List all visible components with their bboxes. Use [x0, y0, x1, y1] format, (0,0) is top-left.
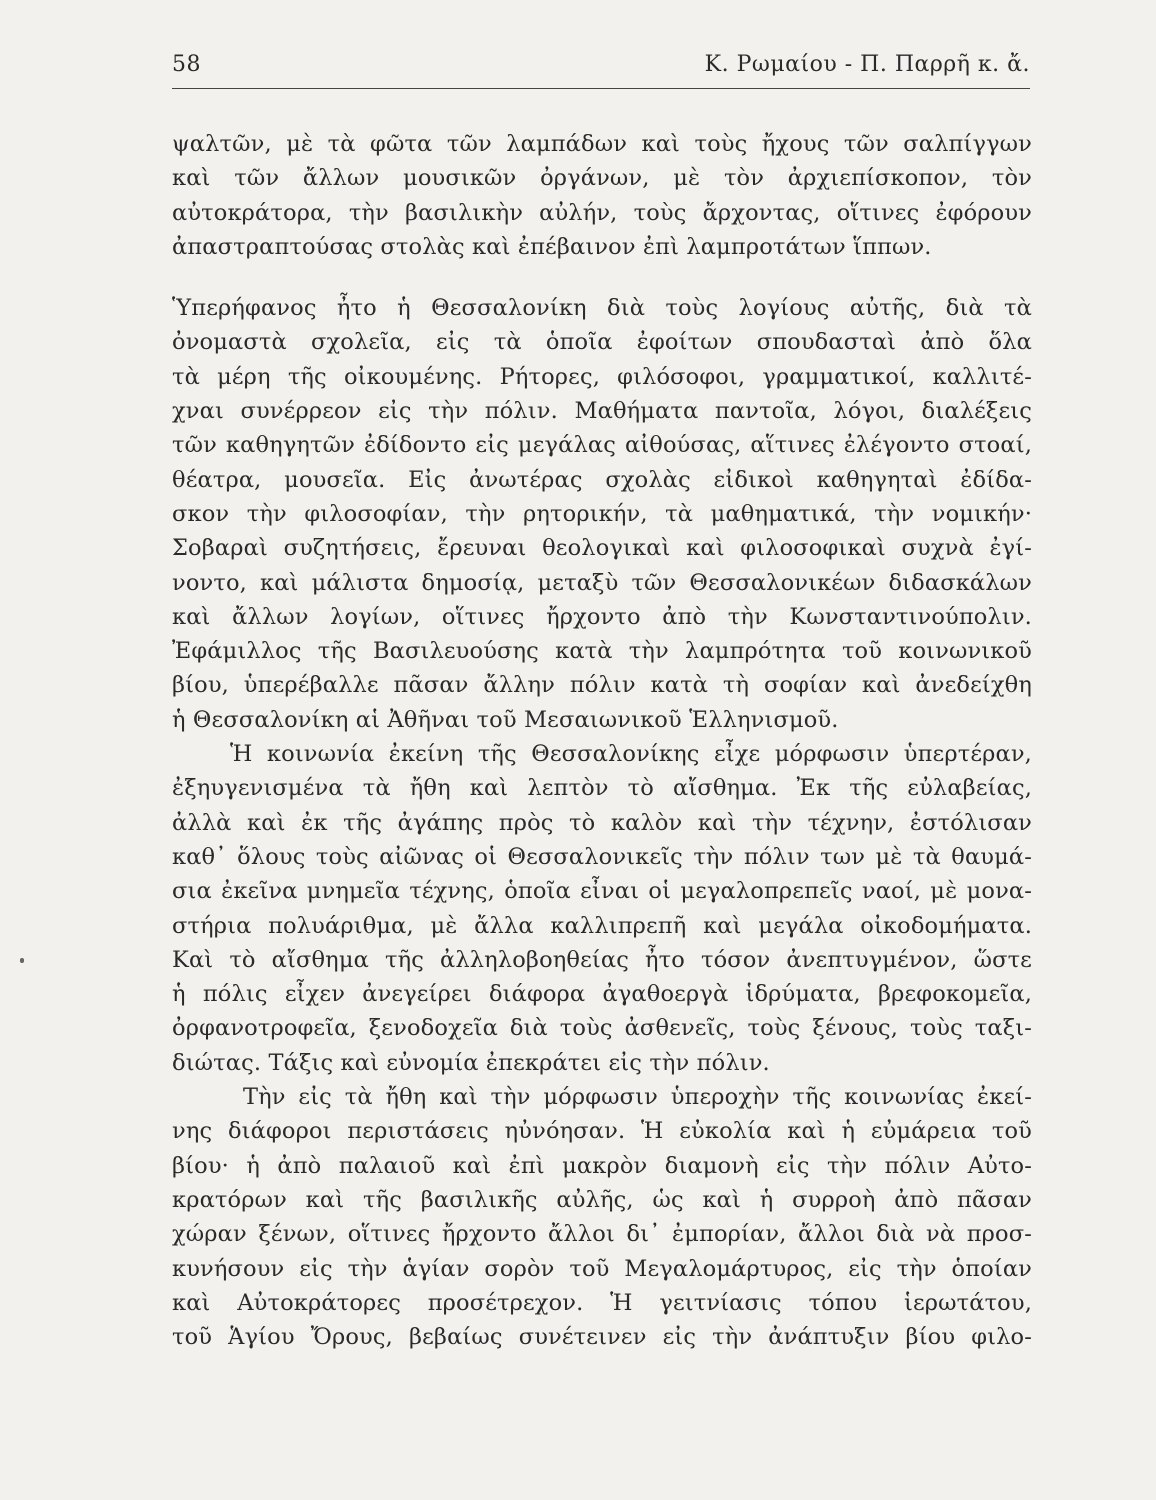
text-line: χώραν ξένων, οἵτινες ἤρχοντο ἄλλοι δι᾽ ἐμπορίαν, ἄλλοι διὰ νὰ προσ- — [172, 1221, 1032, 1248]
page-header — [172, 52, 1030, 92]
text-line: Ὑπερήφανος ἦτο ἡ Θεσσαλονίκη διὰ τοὺς λογίους αὐτῆς, διὰ τὰ — [172, 295, 1032, 322]
text-line: ἐξηυγενισμένα τὰ ἤθη καὶ λεπτὸν τὸ αἴσθημα. Ἐκ τῆς εὐλαβείας, — [172, 775, 1032, 802]
text-line: καθ᾽ ὅλους τοὺς αἰῶνας οἱ Θεσσαλονικεῖς τὴν πόλιν των μὲ τὰ θαυμά- — [172, 843, 1032, 870]
text-line: αὐτοκράτορα, τὴν βασιλικὴν αὐλήν, τοὺς ἄρχοντας, οἵτινες ἐφόρουν — [172, 199, 1032, 226]
text-line: καὶ Αὐτοκράτορες προσέτρεχον. Ἡ γειτνίασις τόπου ἱερωτάτου, — [172, 1289, 1032, 1316]
text-line: ὀρφανοτροφεῖα, ξενοδοχεῖα διὰ τοὺς ἀσθενεῖς, τοὺς ξένους, τοὺς ταξι- — [172, 1015, 1032, 1042]
text-line: τῶν καθηγητῶν ἐδίδοντο εἰς μεγάλας αἰθούσας, αἵτινες ἐλέγοντο στοαί, — [172, 432, 1032, 459]
paragraph-1 — [172, 127, 1032, 264]
running-head: Κ. Ρωμαίου - Π. Παρρῆ κ. ἄ. — [704, 52, 1030, 77]
text-line: χναι συνέρρεον εἰς τὴν πόλιν. Μαθήματα παντοῖα, λόγοι, διαλέξεις — [172, 398, 1032, 425]
text-line: βίου· ἡ ἀπὸ παλαιοῦ καὶ ἐπὶ μακρὸν διαμονὴ εἰς τὴν πόλιν Αὐτο- — [172, 1152, 1032, 1179]
text-line: ἀλλὰ καὶ ἐκ τῆς ἀγάπης πρὸς τὸ καλὸν καὶ τὴν τέχνην, ἐστόλισαν — [172, 809, 1032, 836]
text-line: τὰ μέρη τῆς οἰκουμένης. Ρήτορες, φιλόσοφοι, γραμματικοί, καλλιτέ- — [172, 363, 1032, 390]
text-line: κρατόρων καὶ τῆς βασιλικῆς αὐλῆς, ὡς καὶ ἡ συρροὴ ἀπὸ πᾶσαν — [172, 1186, 1032, 1213]
text-line: βίου, ὑπερέβαλλε πᾶσαν ἄλλην πόλιν κατὰ τὴ σοφίαν καὶ ἀνεδείχθη — [172, 672, 1032, 699]
body-text — [172, 127, 1032, 1354]
page-number: 58 — [172, 52, 201, 77]
paragraph-4 — [172, 1080, 1032, 1354]
text-line: θέατρα, μουσεῖα. Εἰς ἀνωτέρας σχολὰς εἰδικοὶ καθηγηταὶ ἐδίδα- — [172, 466, 1032, 493]
text-line: ἡ πόλις εἶχεν ἀνεγείρει διάφορα ἀγαθοεργὰ ἱδρύματα, βρεφοκομεῖα, — [172, 981, 1032, 1008]
text-line: καὶ τῶν ἄλλων μουσικῶν ὀργάνων, μὲ τὸν ἀρχιεπίσκοπον, τὸν — [172, 165, 1032, 192]
paragraph-3 — [172, 737, 1032, 1080]
text-line: Ἐφάμιλλος τῆς Βασιλευούσης κατὰ τὴν λαμπρότητα τοῦ κοινωνικοῦ — [172, 638, 1032, 665]
text-line: Ἡ κοινωνία ἐκείνη τῆς Θεσσαλονίκης εἶχε μόρφωσιν ὑπερτέραν, — [230, 741, 1032, 768]
text-line: σκον τὴν φιλοσοφίαν, τὴν ρητορικήν, τὰ μαθηματικά, τὴν νομικήν· — [172, 500, 1032, 527]
text-line: ὀνομαστὰ σχολεῖα, εἰς τὰ ὁποῖα ἐφοίτων σπουδασταὶ ἀπὸ ὅλα — [172, 329, 1032, 356]
text-line: ἀπαστραπτούσας στολὰς καὶ ἐπέβαινον ἐπὶ λαμπροτάτων ἵππων. — [172, 233, 932, 260]
header-rule — [172, 88, 1030, 89]
paragraph-gap — [172, 264, 1032, 291]
paragraph-2 — [172, 291, 1032, 737]
text-line: τοῦ Ἁγίου Ὄρους, βεβαίως συνέτεινεν εἰς τὴν ἀνάπτυξιν βίου φιλο- — [172, 1324, 1032, 1351]
text-line: κυνήσουν εἰς τὴν ἁγίαν σορὸν τοῦ Μεγαλομάρτυρος, εἰς τὴν ὁποίαν — [172, 1255, 1032, 1282]
text-line: Τὴν εἰς τὰ ἤθη καὶ τὴν μόρφωσιν ὑπεροχὴν τῆς κοινωνίας ἐκεί- — [243, 1084, 1032, 1111]
text-line: νοντο, καὶ μάλιστα δημοσίᾳ, μεταξὺ τῶν Θεσσαλονικέων διδασκάλων — [172, 569, 1032, 596]
text-line: Καὶ τὸ αἴσθημα τῆς ἀλληλοβοηθείας ἦτο τόσον ἀνεπτυγμένον, ὥστε — [172, 946, 1032, 973]
margin-mark — [20, 958, 24, 963]
text-line: στήρια πολυάριθμα, μὲ ἄλλα καλλιπρεπῆ καὶ μεγάλα οἰκοδομήματα. — [172, 912, 1032, 939]
text-line: ψαλτῶν, μὲ τὰ φῶτα τῶν λαμπάδων καὶ τοὺς ἤχους τῶν σαλπίγγων — [172, 131, 1032, 157]
text-line: ἡ Θεσσαλονίκη αἱ Ἀθῆναι τοῦ Μεσαιωνικοῦ Ἑλληνισμοῦ. — [172, 706, 839, 733]
text-line: σια ἐκεῖνα μνημεῖα τέχνης, ὁποῖα εἶναι οἱ μεγαλοπρεπεῖς ναοί, μὲ μονα- — [172, 878, 1032, 905]
text-line: νης διάφοροι περιστάσεις ηὐνόησαν. Ἡ εὐκολία καὶ ἡ εὐμάρεια τοῦ — [172, 1118, 1032, 1145]
text-line: καὶ ἄλλων λογίων, οἵτινες ἤρχοντο ἀπὸ τὴν Κωνσταντινούπολιν. — [172, 603, 1032, 630]
text-line: Σοβαραὶ συζητήσεις, ἔρευναι θεολογικαὶ καὶ φιλοσοφικαὶ συχνὰ ἐγί- — [172, 535, 1032, 562]
text-line: διώτας. Τάξις καὶ εὐνομία ἐπεκράτει εἰς τὴν πόλιν. — [172, 1049, 770, 1076]
